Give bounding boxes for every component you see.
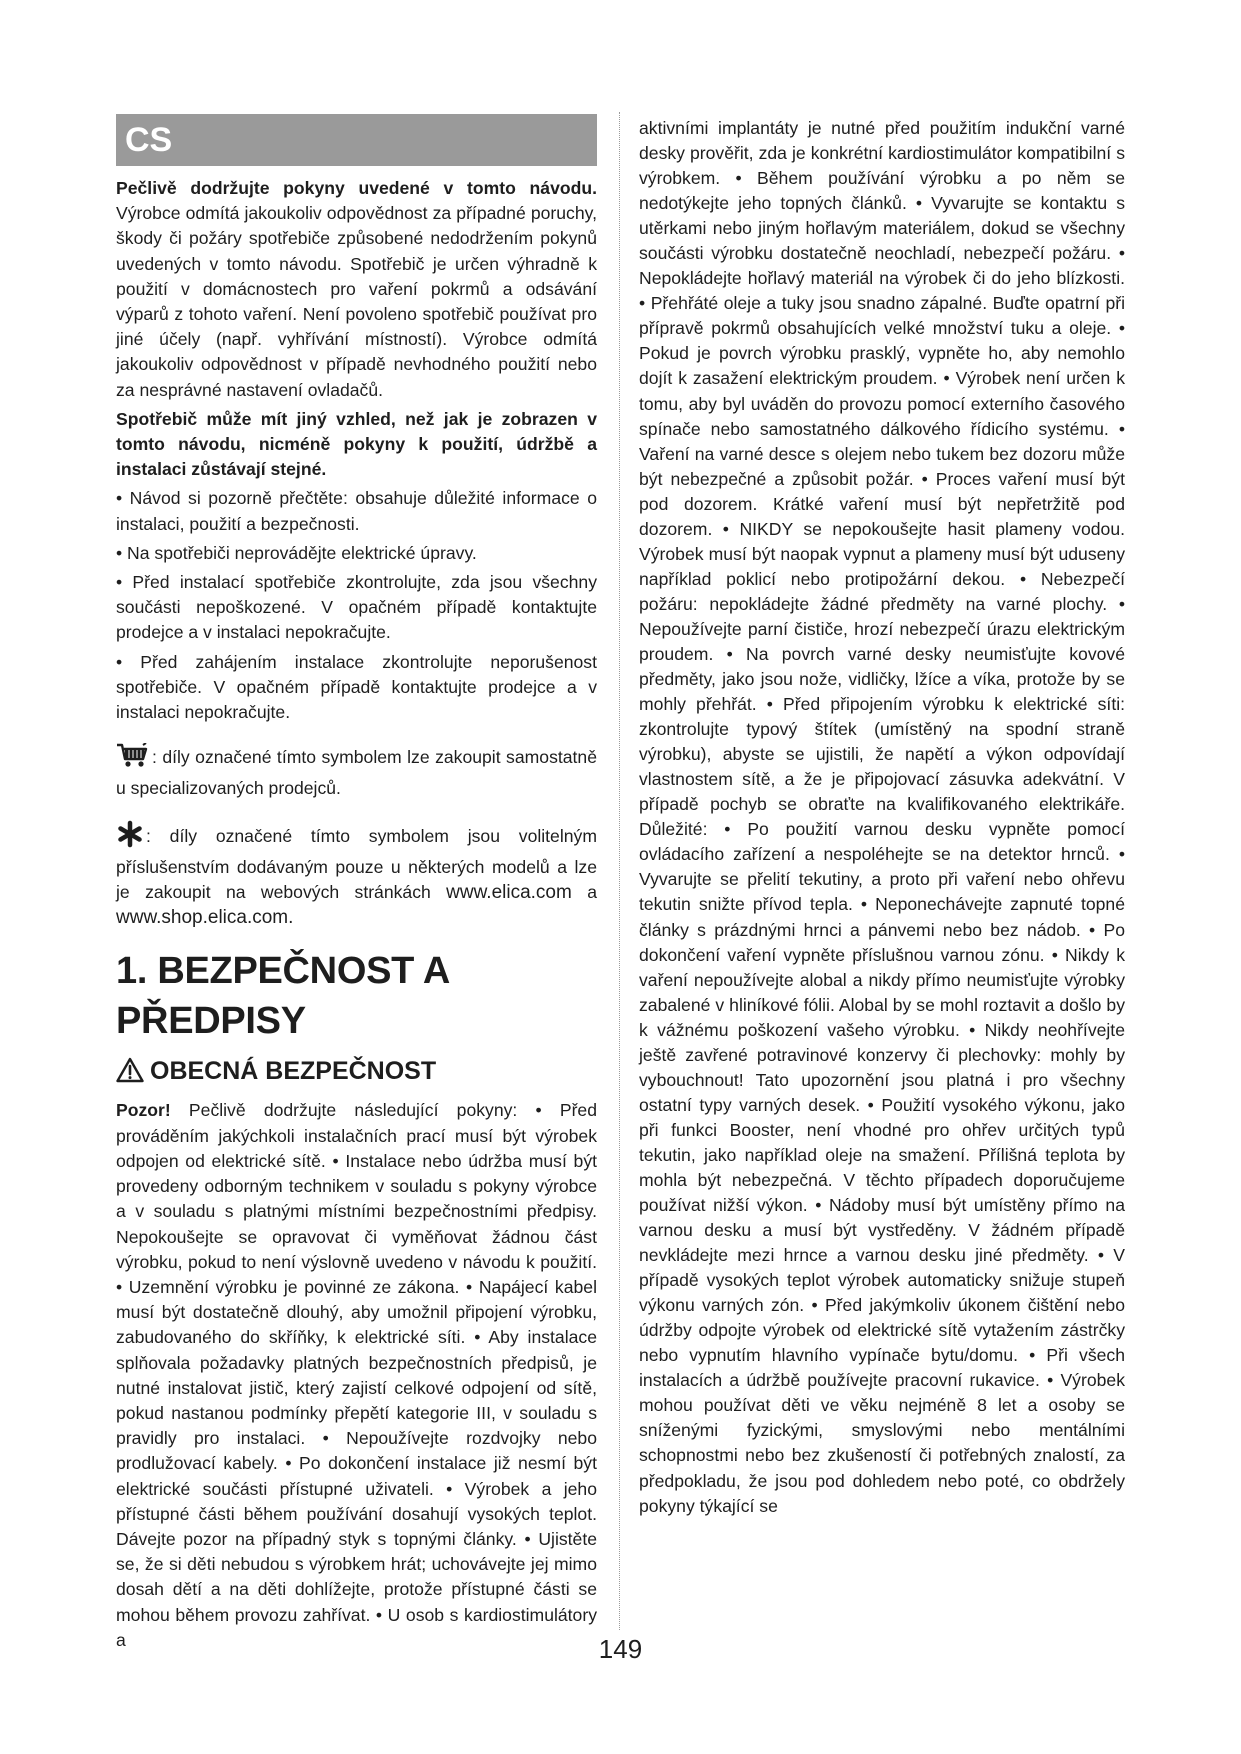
bullet-check-integrity: • Před zahájením instalace zkontrolujte neporušenost spotřebiče. V opačném případě kontaktujte prodejce a v instalaci nepokračujte. bbox=[116, 651, 597, 723]
right-column bbox=[639, 116, 1125, 1519]
safety-lead: Pozor! bbox=[116, 1100, 171, 1121]
asterisk-symbol-note bbox=[116, 820, 597, 931]
elica-url[interactable]: www.elica.com bbox=[446, 882, 572, 904]
page-number: 149 bbox=[598, 1634, 643, 1664]
cart-symbol-text: : díly označené tímto symbolem lze zakoupit samostatně u specializovaných prodejců. bbox=[116, 747, 597, 799]
language-code: CS bbox=[125, 121, 173, 159]
safety-text: Pečlivě dodržujte následující pokyny: • Před prováděním jakýchkoli instalačních prací musí být výrobek odpojen od elektrické sítě. • Instalace nebo údržba musí být provedeny odborným technikem v souladu s pokyny výrobce a v souladu s platnými místními bezpečnostními předpisy. Nepokoušejte se opravovat či vyměňovat žádnou část výrobku, pokud to není výslovně uvedeno v návodu k použití. • Uzemnění výrobku je povinné ze zákona. • Napájecí kabel musí být dostatečně dlouhý, aby umožnil připojení výrobku, zabudovaného do skříňky, k elektrické síti. • Aby instalace splňovala požadavky platných bezpečnostních předpisů, je nutné instalovat jistič, který zajistí celkové odpojení od sítě, pokud nastanou podmínky přepětí kategorie III, v souladu s pravidly pro instalaci. • Nepoužívejte rozdvojky nebo prodlužovací kabely. • Po dokončení instalace již nesmí být elektrické součásti přístupné uživateli. • Výrobek a jeho přístupné části během používání dosahují vysokých teplot. Dávejte pozor na případný styk s topnými články. • Ujistěte se, že si děti nebudou s výrobkem hrát; uchovávejte jej mimo dosah dětí a na děti dohlížejte, protože přístupné části se mohou během provozu zahřívat. • U osob s kardiostimulátory a bbox=[116, 1100, 597, 1650]
intro-bold: Pečlivě dodržujte pokyny uvedené v tomto návodu. bbox=[116, 178, 597, 198]
subsection-title: OBECNÁ BEZPEČNOST bbox=[150, 1057, 437, 1086]
shop-elica-url[interactable]: www.shop.elica.com. bbox=[116, 907, 294, 929]
shopping-cart-icon bbox=[116, 743, 150, 776]
cart-symbol-note bbox=[116, 743, 597, 801]
asterisk-symbol-text: : díly označené tímto symbolem jsou volitelným příslušenstvím dodávaným pouze u některých modelů a lze je zakoupit na webových stránkách bbox=[116, 825, 597, 903]
safety-continued-paragraph: aktivními implantáty je nutné před použitím indukční varné desky prověřit, zda je konkrétní kardiostimulátor kompatibilní s výrobkem. • Během používání výrobku a po něm se nedotýkejte jeho topných článků. • Vyvarujte se kontaktu s utěrkami nebo jiným hořlavým materiálem, dokud se všechny součásti výrobku dostatečně neochladí, nebezpečí požáru. • Nepokládejte hořlavý materiál na výrobek či do jeho blízkosti. • Přehřáté oleje a tuky jsou snadno zápalné. Buďte opatrní při přípravě pokrmů obsahujících velké množství tuku a oleje. • Pokud je povrch výrobku prasklý, vypněte ho, aby nemohlo dojít k zasažení elektrickým proudem. • Výrobek není určen k tomu, aby byl uváděn do provozu pomocí externího časového spínače nebo samostatného dálkového řídicího systému. • Vaření na varné desce s olejem nebo tukem bez dozoru může být nebezpečné a způsobit požár. • Proces vaření musí být pod dozorem. Krátké vaření musí být nepřetržitě pod dozorem. • NIKDY se nepokoušejte hasit plameny vodou. Výrobek musí být naopak vypnut a plameny musí být uduseny například poklicí nebo protipožární dekou. • Nebezpečí požáru: nepokládejte žádné předměty na varné plochy. • Nepoužívejte parní čističe, hrozí nebezpečí úrazu elektrickým proudem. • Na povrch varné desky neumisťujte kovové předměty, jako jsou nože, vidličky, lžíce a víka, protože by se mohly přehřát. • Před připojením výrobku k elektrické síti: zkontrolujte typový štítek (umístěný na spodní straně výrobku), abyste se ujistili, že napětí a výkon odpovídají vlastnostem sítě, a že je připojovací zásuvka adekvátní. V případě pochyb se obraťte na kvalifikovaného elektrikáře. Důležité: • Po použití varnou desku vypněte pomocí ovládacího zařízení a nespoléhejte se na detektor hrnců. • Vyvarujte se přelití tekutiny, a proto při vaření nebo ohřevu tekutin snižte přívod tepla. • Neponechávejte zapnuté topné články s prázdnými hrnci a pánvemi nebo bez nádob. • Po dokončení vaření vypněte příslušnou varnou zónu. • Nikdy k vaření nepoužívejte alobal a nikdy přímo neumisťujte výrobky zabalené v hliníkové fólii. Alobal by se mohl roztavit a došlo by k vážnému poškození vašeho výrobku. • Nikdy neohřívejte ještě zavřené potravinové konzervy či plechovky: mohly by vybouchnout! Tato upozornění jsou platná i pro všechny ostatní typy varných desek. • Použití vysokého výkonu, jako při funkci Booster, není vhodné pro ohřev určitých typů tekutin, jako například oleje na smažení. Přílišná teplota by mohla být nebezpečná. V těchto případech doporučujeme používat nižší výkon. • Nádoby musí být umístěny přímo na varnou desku a musí být vystředěny. V žádném případě nevkládejte mezi hrnce a varnou desku jiné předměty. • V případě vysokých teplot výrobek automaticky snižuje stupeň výkonu varných zón. • Před jakýmkoliv úkonem čištění nebo údržby odpojte výrobek od elektrické sítě vytažením zástrčky nebo vypnutím hlavního vypínače bytu/domu. • Při všech instalacích a údržbě používejte pracovní rukavice. • Výrobek mohou používat děti ve věku nejméně 8 let a osoby se sníženými fyzickými, smyslovými nebo mentálními schopnostmi nebo bez zkušeností či potřebných znalostí, za předpokladu, že jsou pod dohledem nebo poté, co obdržely pokyny týkající se bbox=[639, 118, 1125, 1516]
bullet-check-components: • Před instalací spotřebiče zkontrolujte, zda jsou všechny součásti nepoškozené. V opačném případě kontaktujte prodejce a v instalaci nepokračujte. bbox=[116, 572, 597, 643]
intro-text: Výrobce odmítá jakoukoliv odpovědnost za případné poruchy, škody či požáry spotřebiče způsobené nedodržením pokynů uvedených v tomto návodu. Spotřebič je určen výhradně k použití v domácnostech pro vaření pokrmů a odsávání výparů z tohoto vaření. Není povoleno spotřebič používat pro jiné účely (např. vyhřívání místností). Výrobce odmítá jakoukoliv odpovědnost v případě nevhodného použití nebo za nesprávné nastavení ovladačů. bbox=[116, 203, 597, 400]
asterisk-icon bbox=[116, 820, 144, 855]
left-column bbox=[116, 114, 597, 1653]
appearance-note: Spotřebič může mít jiný vzhled, než jak je zobrazen v tomto návodu, nicméně pokyny k použití, údržbě a instalaci zůstávají stejné. bbox=[116, 408, 597, 480]
warning-triangle-icon bbox=[116, 1057, 144, 1092]
section-title: 1. BEZPEČNOST A PŘEDPISY bbox=[116, 950, 449, 1043]
language-header-bar bbox=[116, 114, 597, 166]
subsection-heading bbox=[116, 1054, 597, 1092]
intro-paragraph bbox=[116, 176, 597, 403]
url-joiner: a bbox=[587, 882, 597, 903]
column-divider bbox=[619, 112, 620, 1630]
bullet-read-manual: • Návod si pozorně přečtěte: obsahuje důležité informace o instalaci, použití a bezpečnosti. bbox=[116, 488, 597, 534]
safety-paragraph bbox=[116, 1098, 597, 1652]
bullet-no-modifications: • Na spotřebiči neprovádějte elektrické úpravy. bbox=[116, 542, 477, 563]
